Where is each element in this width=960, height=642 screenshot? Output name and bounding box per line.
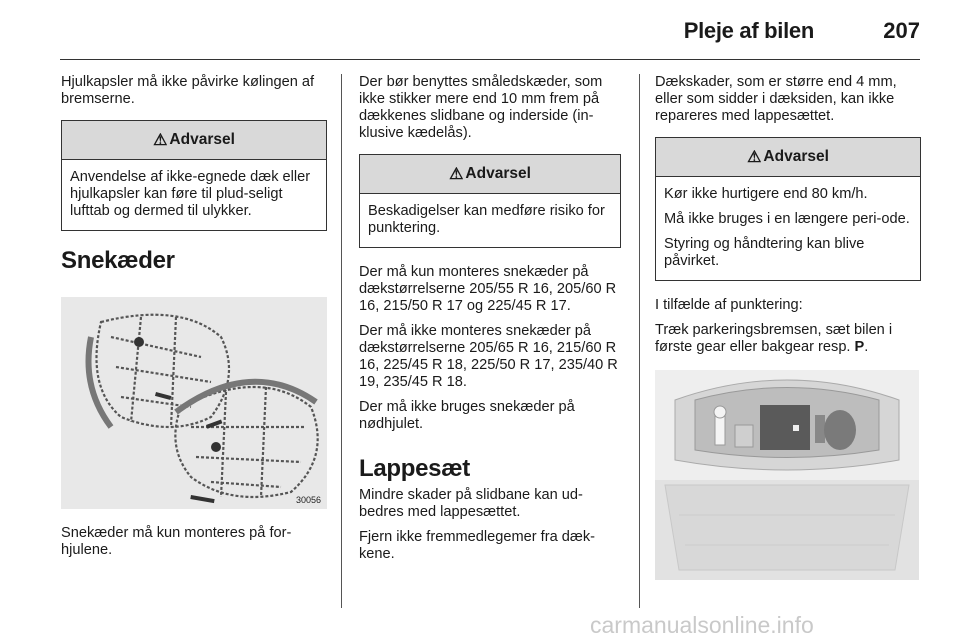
gear-p-label: P (854, 339, 865, 355)
puncture-intro-paragraph: I tilfælde af punktering: (655, 297, 803, 313)
parking-brake-text: Træk parkeringsbremsen, sæt bilen i første gear eller bakgear resp. (655, 322, 893, 355)
trunk-repair-kit-photo (655, 370, 919, 580)
warning-triangle-icon: ⚠ (449, 166, 464, 183)
warning-text: Beskadigelser kan medføre risiko for punktering. (368, 203, 605, 236)
page-header-title: Pleje af bilen (683, 18, 814, 43)
hubcap-paragraph: Hjulkapsler må ikke påvirke kølingen af bremserne. (61, 74, 315, 107)
column-2 (359, 74, 621, 571)
header-rule (60, 59, 920, 60)
snow-chains-illustration (61, 297, 327, 509)
snow-chains-figure (61, 297, 327, 509)
warning-box-speed-limit (655, 137, 921, 281)
warning-box-hubcaps (61, 120, 327, 231)
warning-text: Anvendelse af ikke-egnede dæk eller hjulkapsler kan føre til plud-seligt lufttab og dermed til ulykker. (70, 169, 311, 219)
warning-header (62, 121, 326, 160)
warning-header (656, 138, 920, 177)
warning-line-speed: Kør ikke hurtigere end 80 km/h. (664, 186, 868, 202)
trunk-illustration (655, 370, 919, 580)
warning-line-duration: Må ikke bruges i en længere peri-ode. (664, 211, 910, 227)
allowed-sizes-paragraph: Der må kun monteres snekæder på dækstørrelserne 205/55 R 16, 205/60 R 16, 215/50 R 17 og 225/45 R 17. (359, 264, 617, 314)
chain-type-paragraph: Der bør benyttes småledskæder, som ikke stikker mere end 10 mm frem på dækkenes slidbane og inderside (in-klusive kædelås). (359, 74, 603, 141)
disallowed-sizes-paragraph: Der må ikke monteres snekæder på dækstørrelserne 205/65 R 16, 215/60 R 16, 225/45 R 18, 225/50 R 17, 235/40 R 19, 235/45 R 18. (359, 323, 618, 390)
warning-header (360, 155, 620, 194)
column-1 (61, 74, 327, 567)
repair-kit-paragraph: Mindre skader på slidbane kan ud-bedres med lappesættet. (359, 487, 583, 520)
damage-limit-paragraph: Dækskader, som er større end 4 mm, eller som sidder i dæksiden, kan ikke repareres med lappesættet. (655, 74, 897, 124)
warning-title: Advarsel (169, 131, 235, 148)
parking-brake-suffix: . (864, 339, 869, 355)
warning-box-puncture-risk (359, 154, 621, 248)
figure-number: 30056 (295, 495, 321, 505)
front-wheels-paragraph: Snekæder må kun monteres på for-hjulene. (61, 525, 292, 558)
column-3 (655, 74, 921, 580)
warning-title: Advarsel (465, 165, 531, 182)
section-heading-snow-chains: Snekæder (61, 247, 175, 274)
warning-triangle-icon: ⚠ (747, 149, 762, 166)
warning-triangle-icon: ⚠ (153, 132, 168, 149)
column-divider-1 (341, 74, 342, 608)
warning-title: Advarsel (763, 148, 829, 165)
page-number: 207 (883, 18, 920, 43)
section-heading-repair-kit: Lappesæt (359, 455, 470, 482)
parking-brake-paragraph (655, 322, 921, 356)
foreign-objects-paragraph: Fjern ikke fremmedlegemer fra dæk-kene. (359, 529, 596, 562)
spare-wheel-paragraph: Der må ikke bruges snekæder på nødhjulet. (359, 399, 575, 432)
warning-line-handling: Styring og håndtering kan blive påvirket. (664, 236, 865, 269)
watermark: carmanualsonline.info (590, 612, 814, 638)
column-divider-2 (639, 74, 640, 608)
